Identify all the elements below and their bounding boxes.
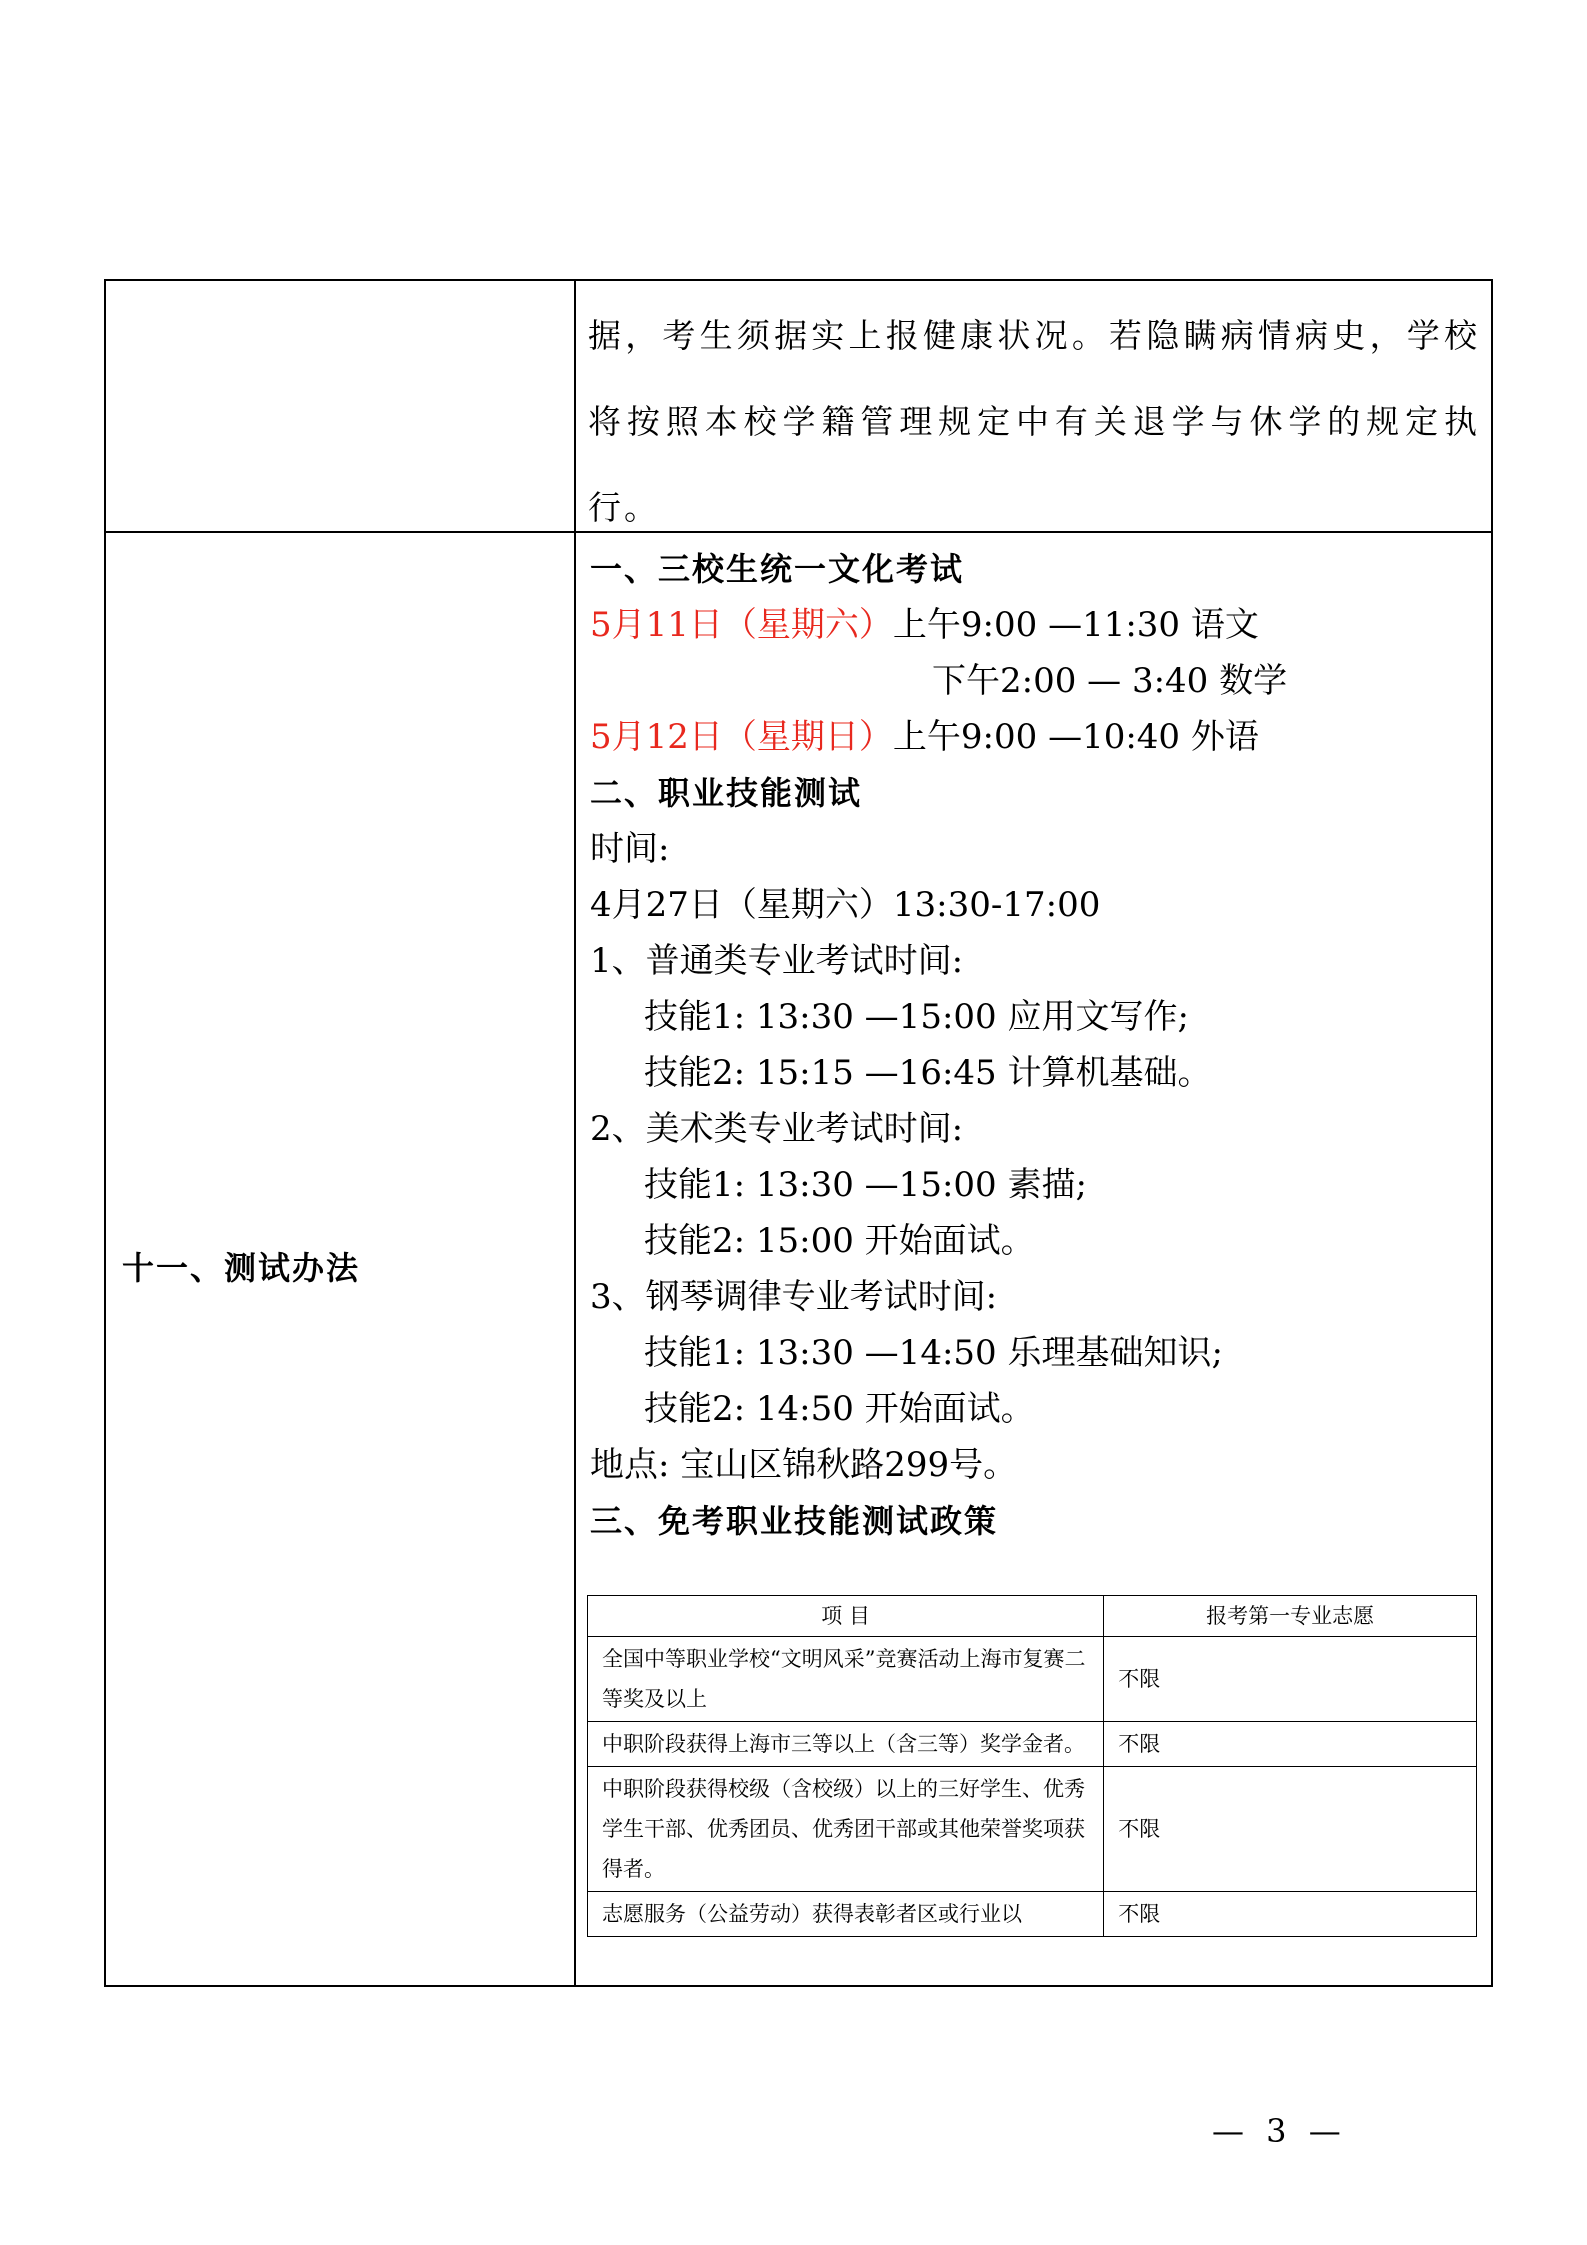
test-location: 地点: 宝山区锦秋路299号。 (590, 1445, 1018, 1485)
exam-day-2 (590, 709, 1480, 765)
table-row (588, 1892, 1477, 1937)
art-skill-1: 技能1: 13:30 —15:00 素描; (644, 1165, 1087, 1205)
exam-session-math: 下午2:00 — 3:40 数学 (932, 661, 1288, 701)
policy-requirement: 不限 (1104, 1722, 1477, 1767)
exam-day-1 (590, 597, 1480, 653)
time-label: 时间: (590, 829, 670, 869)
table-row (588, 1637, 1477, 1722)
test-method-content (590, 541, 1480, 1549)
section-label: 十一、测试办法 (122, 1249, 361, 1287)
piano-skill-2: 技能2: 14:50 开始面试。 (644, 1389, 1035, 1429)
policy-table-container (587, 1595, 1481, 1987)
policy-item: 中职阶段获得上海市三等以上（含三等）奖学金者。 (588, 1722, 1104, 1767)
header-first-choice: 报考第一专业志愿 (1104, 1596, 1477, 1637)
section-title-exemption-policy: 三、免考职业技能测试政策 (590, 1502, 999, 1540)
table-row (588, 1767, 1477, 1892)
policy-item: 中职阶段获得校级（含校级）以上的三好学生、优秀学生干部、优秀团员、优秀团干部或其他荣誉奖项获得者。 (588, 1767, 1104, 1892)
time-value: 4月27日（星期六）13:30-17:00 (590, 885, 1101, 925)
exemption-policy-table (587, 1595, 1477, 1937)
general-skill-2: 技能2: 15:15 —16:45 计算机基础。 (644, 1053, 1212, 1093)
group-title-general: 1、普通类专业考试时间: (590, 941, 964, 981)
policy-requirement: 不限 (1104, 1892, 1477, 1937)
header-item: 项 目 (588, 1596, 1104, 1637)
piano-skill-1: 技能1: 13:30 —14:50 乐理基础知识; (644, 1333, 1223, 1373)
general-skill-1: 技能1: 13:30 —15:00 应用文写作; (644, 997, 1189, 1037)
health-clause-text: 据，考生须据实上报健康状况。若隐瞒病情病史，学校将按照本校学籍管理规定中有关退学与休学的规定执行。 (588, 316, 1480, 527)
section-title-skills-test: 二、职业技能测试 (590, 774, 863, 812)
exam-session-foreign-language: 上午9:00 —10:40 外语 (892, 717, 1259, 757)
exam-date-2: 5月12日（星期日） (590, 717, 893, 757)
table-row (588, 1722, 1477, 1767)
group-title-piano: 3、钢琴调律专业考试时间: (590, 1277, 998, 1317)
exam-date-1: 5月11日（星期六） (590, 605, 893, 645)
art-skill-2: 技能2: 15:00 开始面试。 (644, 1221, 1035, 1261)
policy-requirement: 不限 (1104, 1767, 1477, 1892)
table-header-row (588, 1596, 1477, 1637)
group-title-art: 2、美术类专业考试时间: (590, 1109, 964, 1149)
policy-requirement: 不限 (1104, 1637, 1477, 1722)
exam-session-chinese: 上午9:00 —11:30 语文 (892, 605, 1259, 645)
policy-item: 全国中等职业学校“文明风采”竞赛活动上海市复赛二等奖及以上 (588, 1637, 1104, 1722)
page-number: — 3 — (1212, 2112, 1347, 2150)
table-row-health (106, 281, 1491, 533)
policy-item: 志愿服务（公益劳动）获得表彰者区或行业以 (588, 1892, 1104, 1937)
section-title-culture-exam: 一、三校生统一文化考试 (590, 550, 965, 588)
